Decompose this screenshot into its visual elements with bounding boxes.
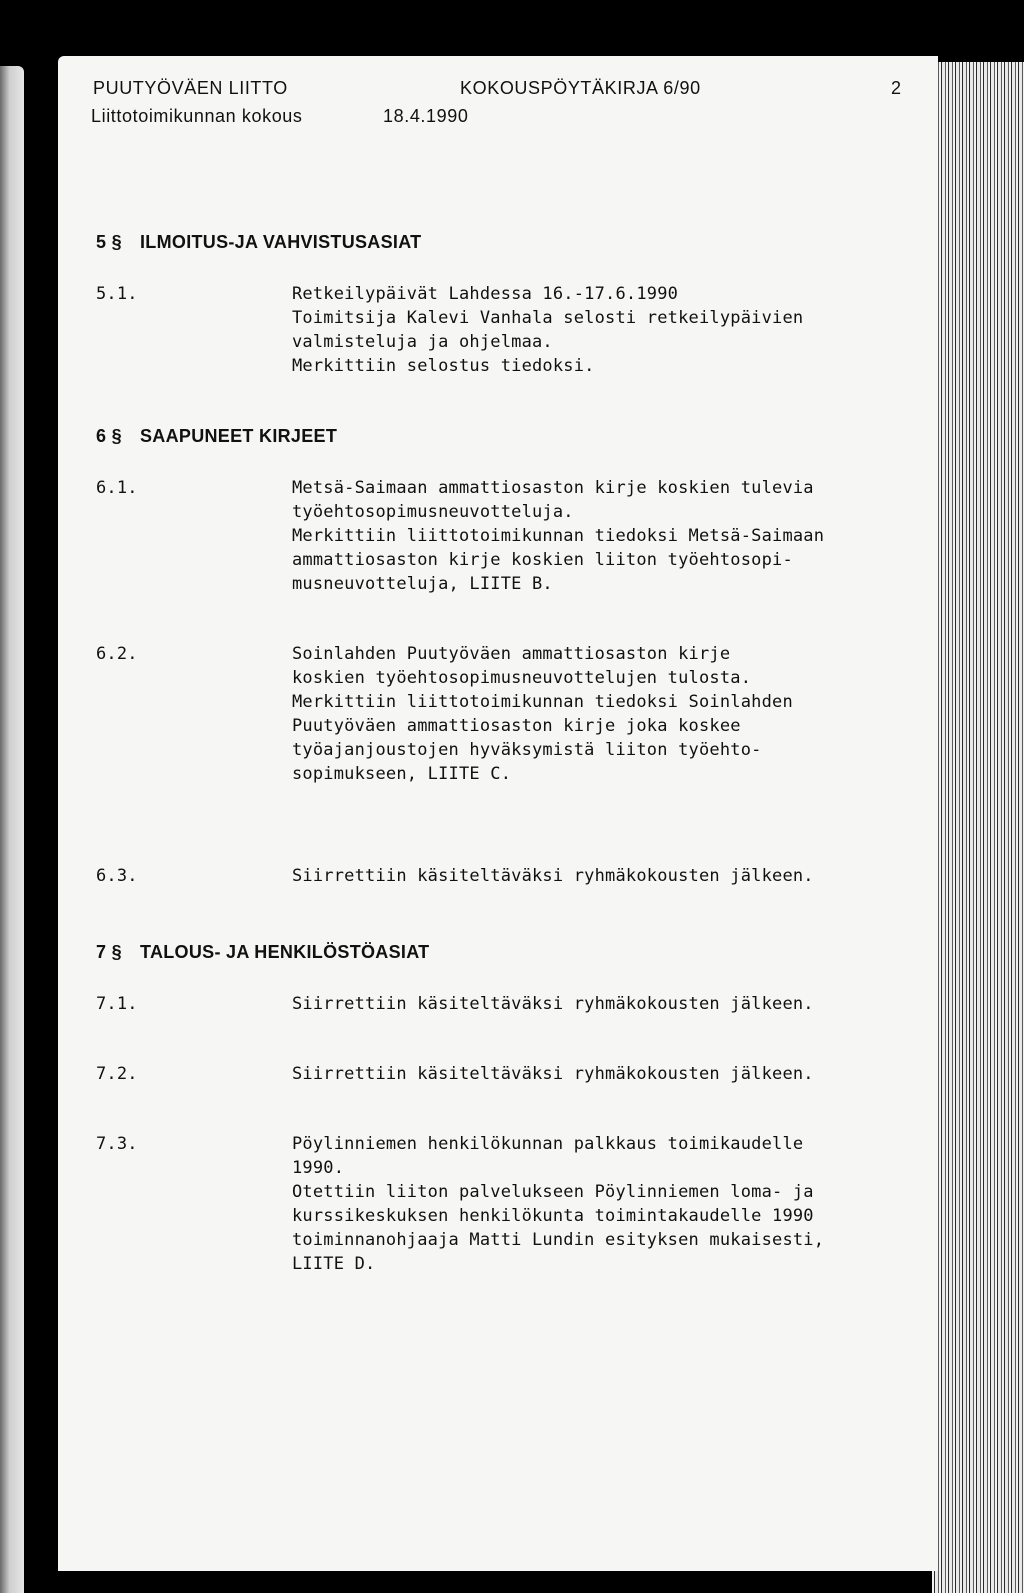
section-7-title: TALOUS- JA HENKILÖSTÖASIAT [140, 942, 430, 962]
item-6-2-number: 6.2. [96, 644, 138, 664]
item-7-2-line: Siirrettiin käsiteltäväksi ryhmäkokousten jälkeen. [292, 1064, 814, 1084]
item-7-1-number: 7.1. [96, 994, 138, 1014]
item-7-3-line: Pöylinniemen henkilökunnan palkkaus toimikaudelle [292, 1134, 804, 1154]
item-5-1-line: Merkittiin selostus tiedoksi. [292, 356, 595, 376]
item-5-1-number: 5.1. [96, 284, 138, 304]
item-6-2-line: sopimukseen, LIITE C. [292, 764, 512, 784]
item-6-1-line: ammattiosaston kirje koskien liiton työehtosopi- [292, 550, 793, 570]
item-7-3-line: toiminnanohjaaja Matti Lundin esityksen mukaisesti, [292, 1230, 825, 1250]
header-meeting: Liittotoimikunnan kokous [91, 106, 303, 126]
item-6-2-line: Soinlahden Puutyöväen ammattiosaston kirje [292, 644, 731, 664]
item-6-1-line: Merkittiin liittotoimikunnan tiedoksi Metsä-Saimaan [292, 526, 825, 546]
item-5-1-line: Retkeilypäivät Lahdessa 16.-17.6.1990 [292, 284, 679, 304]
header-date: 18.4.1990 [383, 106, 469, 126]
item-6-2-line: Merkittiin liittotoimikunnan tiedoksi Soinlahden [292, 692, 793, 712]
section-6-number: 6 § [96, 426, 122, 446]
item-5-1-line: valmisteluja ja ohjelmaa. [292, 332, 553, 352]
item-7-2-number: 7.2. [96, 1064, 138, 1084]
item-7-1-line: Siirrettiin käsiteltäväksi ryhmäkokousten jälkeen. [292, 994, 814, 1014]
item-6-2-line: Puutyöväen ammattiosaston kirje joka koskee [292, 716, 741, 736]
item-6-3-line: Siirrettiin käsiteltäväksi ryhmäkokousten jälkeen. [292, 866, 814, 886]
item-6-2-line: työajanjoustojen hyväksymistä liiton työehto- [292, 740, 762, 760]
item-7-3-number: 7.3. [96, 1134, 138, 1154]
item-6-1-line: Metsä-Saimaan ammattiosaston kirje koskien tulevia [292, 478, 814, 498]
section-6-title: SAAPUNEET KIRJEET [140, 426, 338, 446]
section-5-title: ILMOITUS-JA VAHVISTUSASIAT [140, 232, 422, 252]
item-6-1-line: musneuvotteluja, LIITE B. [292, 574, 553, 594]
item-7-2-text [292, 1062, 814, 1086]
item-7-3-line: 1990. [292, 1158, 345, 1178]
section-7-number: 7 § [96, 942, 122, 962]
document-page [58, 56, 938, 1571]
item-7-1-text [292, 992, 814, 1016]
item-6-1-number: 6.1. [96, 478, 138, 498]
header-page-number: 2 [891, 78, 902, 98]
item-5-1-text [292, 282, 803, 378]
item-6-3-number: 6.3. [96, 866, 138, 886]
header-document-title: KOKOUSPÖYTÄKIRJA 6/90 [460, 78, 701, 98]
header-organization: PUUTYÖVÄEN LIITTO [93, 78, 288, 98]
item-6-2-text [292, 642, 793, 786]
item-6-2-line: koskien työehtosopimusneuvottelujen tulosta. [292, 668, 752, 688]
item-7-3-line: LIITE D. [292, 1254, 376, 1274]
item-7-3-line: Otettiin liiton palvelukseen Pöylinniemen loma- ja [292, 1182, 814, 1202]
left-page-edge [0, 66, 24, 1593]
item-7-3-line: kurssikeskuksen henkilökunta toimintakaudelle 1990 [292, 1206, 814, 1226]
item-5-1-line: Toimitsija Kalevi Vanhala selosti retkeilypäivien [292, 308, 804, 328]
item-7-3-text [292, 1132, 824, 1276]
page-stack-edges [932, 62, 1024, 1593]
item-6-1-line: työehtosopimusneuvotteluja. [292, 502, 574, 522]
item-6-1-text [292, 476, 824, 596]
item-6-3-text [292, 864, 814, 888]
section-5-number: 5 § [96, 232, 122, 252]
